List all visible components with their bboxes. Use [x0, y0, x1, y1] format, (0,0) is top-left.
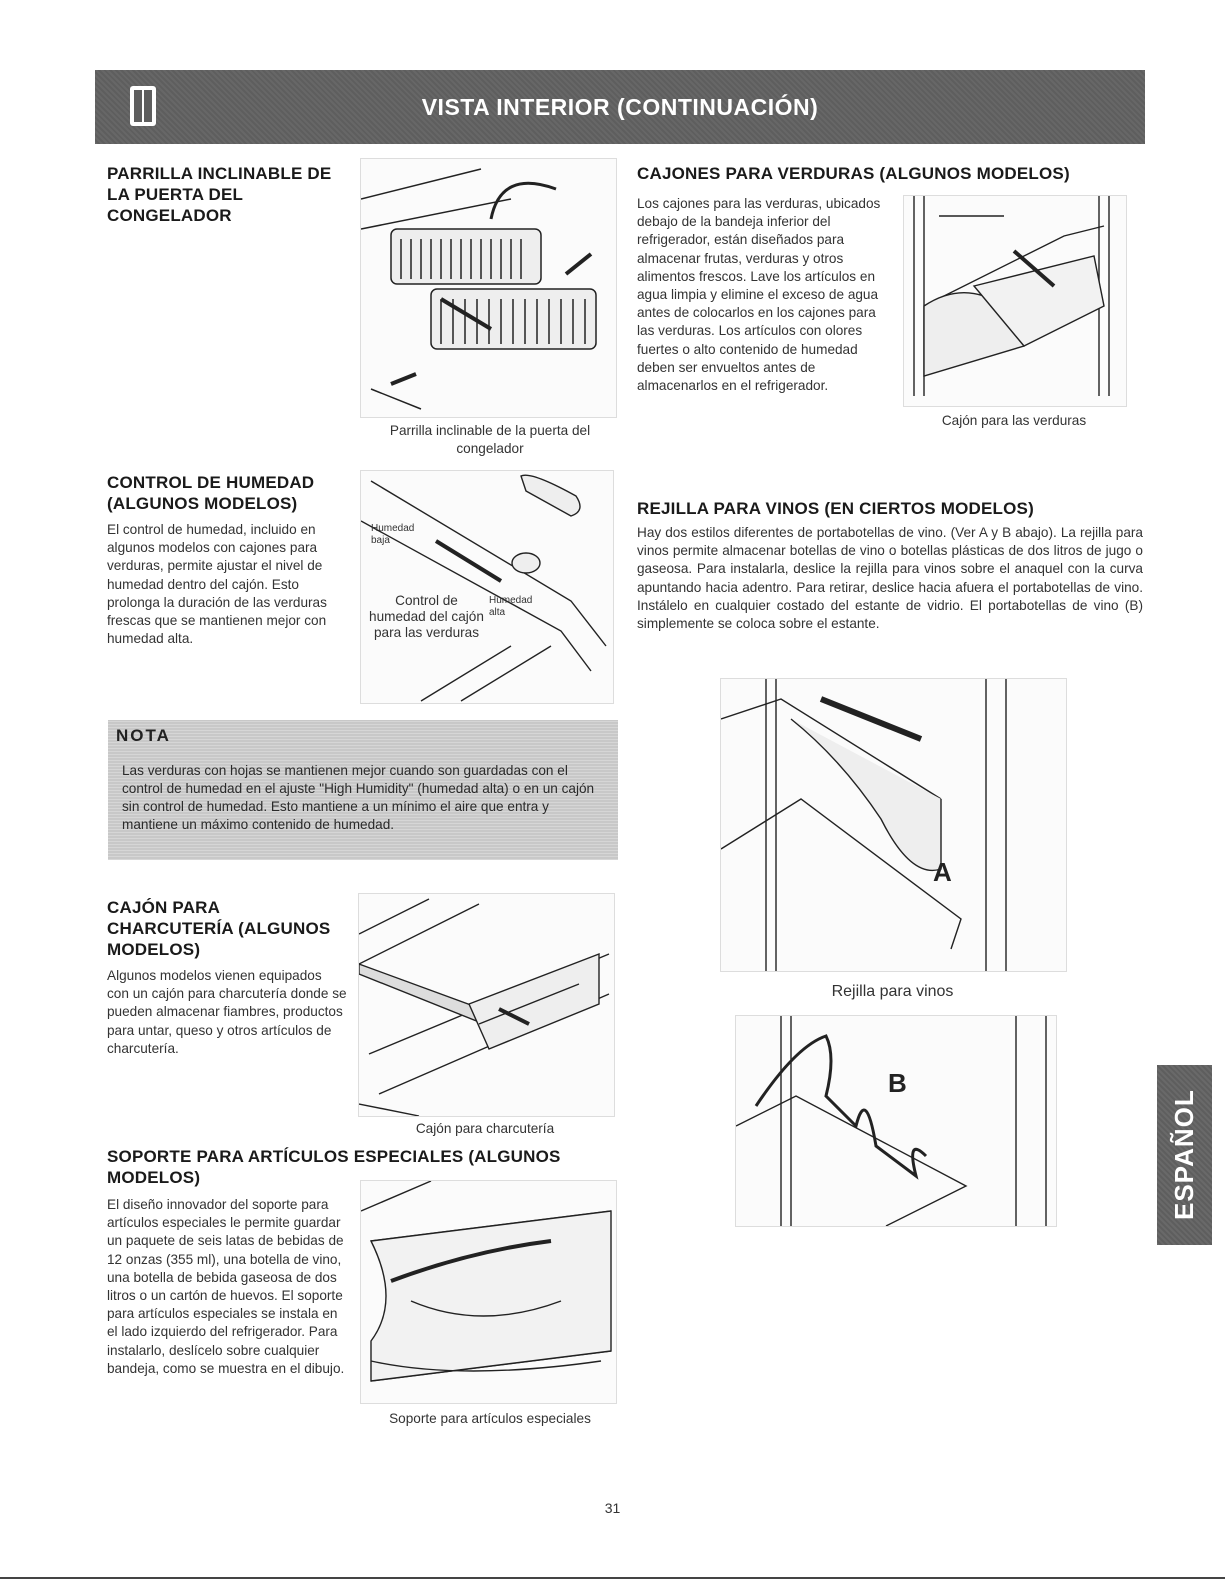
deli-illustration	[358, 893, 615, 1117]
specialty-caption: Soporte para artículos especiales	[389, 1411, 591, 1426]
deli-caption: Cajón para charcutería	[415, 1121, 555, 1136]
note-text: Las verduras con hojas se mantienen mejor cuando son guardadas con el control de humedad en el ajuste "High Humidity" (humedad alta) o en un cajón sin control de humedad. Esto mantiene a un mínimo el aire que entra y mantiene un máximo contenido de humedad.	[122, 763, 595, 832]
crisper-caption: Cajón para las verduras	[941, 413, 1087, 428]
wine-rack-a-illustration	[720, 678, 1067, 972]
crisper-body: Los cajones para las verduras, ubicados debajo de la bandeja inferior del refrigerador, están diseñados para almacenar frutas, verduras y otros alimentos frescos. Lave los artículos en agua limpia y elimine el exceso de agua antes de colocarlos en los cajones para las verduras. Los artículos con olores fuertes o alto contenido de humedad deben ser envueltos antes de almacenarlos en el refrigerador.	[637, 196, 881, 394]
wine-caption: Rejilla para vinos	[831, 983, 954, 1000]
specialty-body: El diseño innovador del soporte para artículos especiales le permite guardar un paquete de seis latas de bebidas de 12 onzas (355 ml), una botella de vino, una botella de bebida gaseosa de dos litros o un cartón de huevos. El soporte para artículos especiales se instala en el lado izquierdo del refrigerador. Para instalarlo, deslícelo sobre cualquier bandeja, como se muestra en el dibujo.	[107, 1197, 345, 1376]
crisper-heading: CAJONES PARA VERDURAS (ALGUNOS MODELOS)	[637, 164, 1070, 183]
humidity-body: El control de humedad, incluido en algunos modelos con cajones para verduras, permite ajustar el nivel de humedad dentro del cajón. Esto prolonga la duración de las verduras frescas que se mantienen mejor con humedad alta.	[107, 522, 327, 647]
humidity-control-label: Control de humedad del cajón para las verduras	[369, 593, 484, 640]
header-banner	[95, 70, 1145, 144]
humidity-heading: CONTROL DE HUMEDAD (ALGUNOS MODELOS)	[107, 473, 315, 513]
deli-body: Algunos modelos vienen equipados con un cajón para charcutería donde se pueden almacenar fiambres, productos para untar, queso y otros artículos de charcutería.	[107, 968, 347, 1056]
wine-rack-b-illustration	[735, 1015, 1057, 1227]
wine-body: Hay dos estilos diferentes de portabotellas de vino. (Ver A y B abajo). La rejilla para vinos permite almacenar botellas de vino o botellas plásticas de dos litros de jugo o gaseosa. Para instalarla, deslice la rejilla para vinos sobre el anaquel con la curva apuntando hacia adentro. Para retirar, deslice hacia afuera el portabotellas de vino. Instálelo en cualquier costado del estante de vidrio. El portabotellas de vino (B) simplemente se coloca sobre el estante.	[637, 525, 1143, 632]
note-title: NOTA	[116, 726, 171, 745]
wine-heading: REJILLA PARA VINOS (EN CIERTOS MODELOS)	[637, 499, 1034, 518]
humidity-illustration	[360, 470, 614, 704]
freezer-shelf-illustration	[360, 158, 617, 418]
bottom-rule	[0, 1577, 1225, 1579]
page-title: VISTA INTERIOR (CONTINUACIÓN)	[421, 94, 819, 120]
freezer-shelf-heading: PARRILLA INCLINABLE DE LA PUERTA DEL CONGELADOR	[107, 164, 332, 225]
language-tab	[1157, 1065, 1212, 1245]
deli-heading: CAJÓN PARA CHARCUTERÍA (ALGUNOS MODELOS)	[107, 898, 331, 959]
wine-label-a: A	[933, 857, 952, 887]
language-tab-label: ESPAÑOL	[1169, 1089, 1199, 1221]
specialty-heading: SOPORTE PARA ARTÍCULOS ESPECIALES (ALGUNOS MODELOS)	[107, 1147, 561, 1187]
humidity-high-label: Humedad alta	[489, 595, 533, 618]
page-number: 31	[604, 1500, 621, 1516]
wine-label-b: B	[888, 1068, 907, 1098]
freezer-shelf-caption: Parrilla inclinable de la puerta del congelador	[389, 423, 591, 456]
crisper-illustration	[903, 195, 1127, 407]
specialty-illustration	[360, 1180, 617, 1404]
humidity-low-label: Humedad baja	[371, 523, 415, 546]
note-box	[108, 720, 618, 860]
